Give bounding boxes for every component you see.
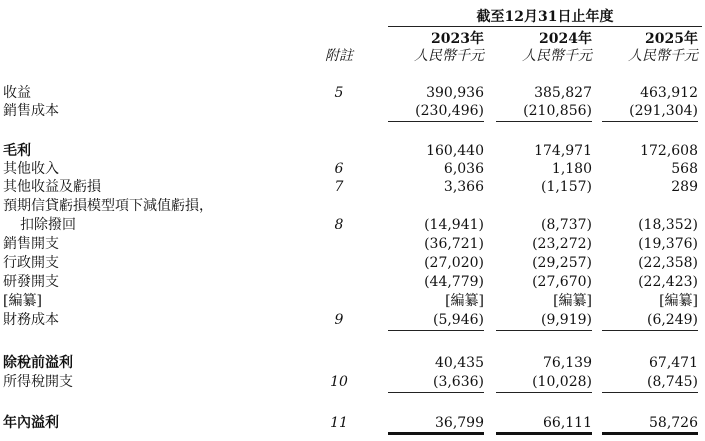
note-column-header: 附註 [325, 48, 353, 64]
row-note: 7 [334, 179, 344, 195]
value-2025: 58,726 [649, 415, 698, 431]
row-label: 所得稅開支 [3, 374, 73, 390]
value-2025: (8,745) [646, 374, 698, 390]
value-2024: (27,670) [532, 274, 592, 290]
value-2025: (19,376) [638, 236, 698, 252]
value-2025: (22,358) [638, 255, 698, 271]
value-2023: 390,936 [426, 85, 484, 101]
value-2025: (291,304) [629, 103, 698, 119]
value-2023: 40,435 [435, 355, 484, 371]
row-note: 10 [330, 374, 348, 390]
unit-header-2024: 人民幣千元 [522, 48, 592, 64]
row-profit-before-tax [0, 354, 705, 372]
value-2023: (5,946) [432, 312, 484, 328]
value-2024: (29,257) [532, 255, 592, 271]
row-label: 預期信貸虧損模型項下減值虧損， [3, 198, 213, 214]
row-note: 9 [334, 312, 344, 328]
value-2025: 67,471 [649, 355, 698, 371]
row-label: 除稅前溢利 [3, 355, 73, 371]
period-header: 截至12月31日止年度 [476, 9, 614, 25]
row-label: 收益 [3, 85, 31, 101]
year-header-2024: 2024年 [539, 31, 592, 47]
subtotal-rule-2025 [602, 121, 698, 122]
row-rnd-expenses [0, 273, 705, 291]
row-finance-costs [0, 311, 705, 329]
value-2025: (22,423) [638, 274, 698, 290]
subtotal-rule-2025 [602, 392, 698, 393]
value-2023: (14,941) [424, 217, 484, 233]
value-2024: 76,139 [543, 355, 592, 371]
value-2025: (6,249) [646, 312, 698, 328]
value-2024: 66,111 [543, 415, 592, 431]
row-label: 毛利 [3, 143, 31, 159]
value-2023: (27,020) [424, 255, 484, 271]
value-2024: (23,272) [532, 236, 592, 252]
row-label: 銷售成本 [3, 103, 59, 119]
value-2024: 385,827 [534, 85, 592, 101]
subtotal-rule-2023 [388, 121, 484, 122]
row-note: 8 [334, 217, 344, 233]
row-label: 研發開支 [3, 274, 59, 290]
value-2023: (36,721) [424, 236, 484, 252]
value-2023: 6,036 [443, 161, 484, 177]
value-2025: [編纂] [659, 293, 698, 309]
row-label: 扣除撥回 [20, 217, 76, 233]
value-2025: 289 [671, 179, 698, 195]
subtotal-rule-2024 [496, 121, 592, 122]
row-redacted [0, 292, 705, 310]
row-revenue [0, 84, 705, 102]
value-2023: (230,496) [415, 103, 484, 119]
row-label: 年內溢利 [3, 415, 59, 431]
row-administrative-expenses [0, 254, 705, 272]
value-2023: 160,440 [426, 143, 484, 159]
value-2024: (1,157) [540, 179, 592, 195]
row-impairment-losses-line2 [0, 216, 705, 234]
row-label: [編纂] [3, 293, 42, 309]
row-cost-of-sales [0, 102, 705, 120]
period-header-rule [388, 26, 702, 27]
value-2024: 174,971 [534, 143, 592, 159]
row-label: 銷售開支 [3, 236, 59, 252]
value-2025: 463,912 [640, 85, 698, 101]
row-income-tax-expense [0, 373, 705, 391]
subtotal-rule-2023 [388, 392, 484, 393]
value-2023: [編纂] [445, 293, 484, 309]
row-note: 5 [334, 85, 344, 101]
value-2023: (44,779) [424, 274, 484, 290]
year-header-2025: 2025年 [645, 31, 698, 47]
row-note: 11 [330, 415, 348, 431]
row-impairment-losses-line1 [0, 197, 705, 215]
subtotal-rule-2024 [496, 392, 592, 393]
subtotal-rule-2025 [602, 330, 698, 331]
value-2025: 568 [671, 161, 698, 177]
row-label: 其他收益及虧損 [3, 179, 101, 195]
total-rule-2023 [388, 432, 484, 435]
value-2023: 3,366 [443, 179, 484, 195]
row-label: 行政開支 [3, 255, 59, 271]
row-selling-expenses [0, 235, 705, 253]
value-2024: (10,028) [532, 374, 592, 390]
row-profit-for-year [0, 414, 705, 432]
total-rule-2024 [496, 432, 592, 435]
value-2024: [編纂] [553, 293, 592, 309]
value-2025: (18,352) [638, 217, 698, 233]
value-2024: 1,180 [551, 161, 592, 177]
value-2024: (9,919) [540, 312, 592, 328]
row-label: 財務成本 [3, 312, 59, 328]
value-2023: 36,799 [435, 415, 484, 431]
subtotal-rule-2023 [388, 330, 484, 331]
subtotal-rule-2024 [496, 330, 592, 331]
unit-header-2025: 人民幣千元 [628, 48, 698, 64]
total-rule-2025 [602, 432, 698, 435]
value-2024: (8,737) [540, 217, 592, 233]
row-other-income [0, 160, 705, 178]
row-other-gains-losses [0, 178, 705, 196]
row-label: 其他收入 [3, 161, 59, 177]
row-gross-profit [0, 142, 705, 160]
value-2025: 172,608 [640, 143, 698, 159]
row-note: 6 [334, 161, 344, 177]
value-2023: (3,636) [432, 374, 484, 390]
year-header-2023: 2023年 [431, 31, 484, 47]
value-2024: (210,856) [523, 103, 592, 119]
unit-header-2023: 人民幣千元 [414, 48, 484, 64]
